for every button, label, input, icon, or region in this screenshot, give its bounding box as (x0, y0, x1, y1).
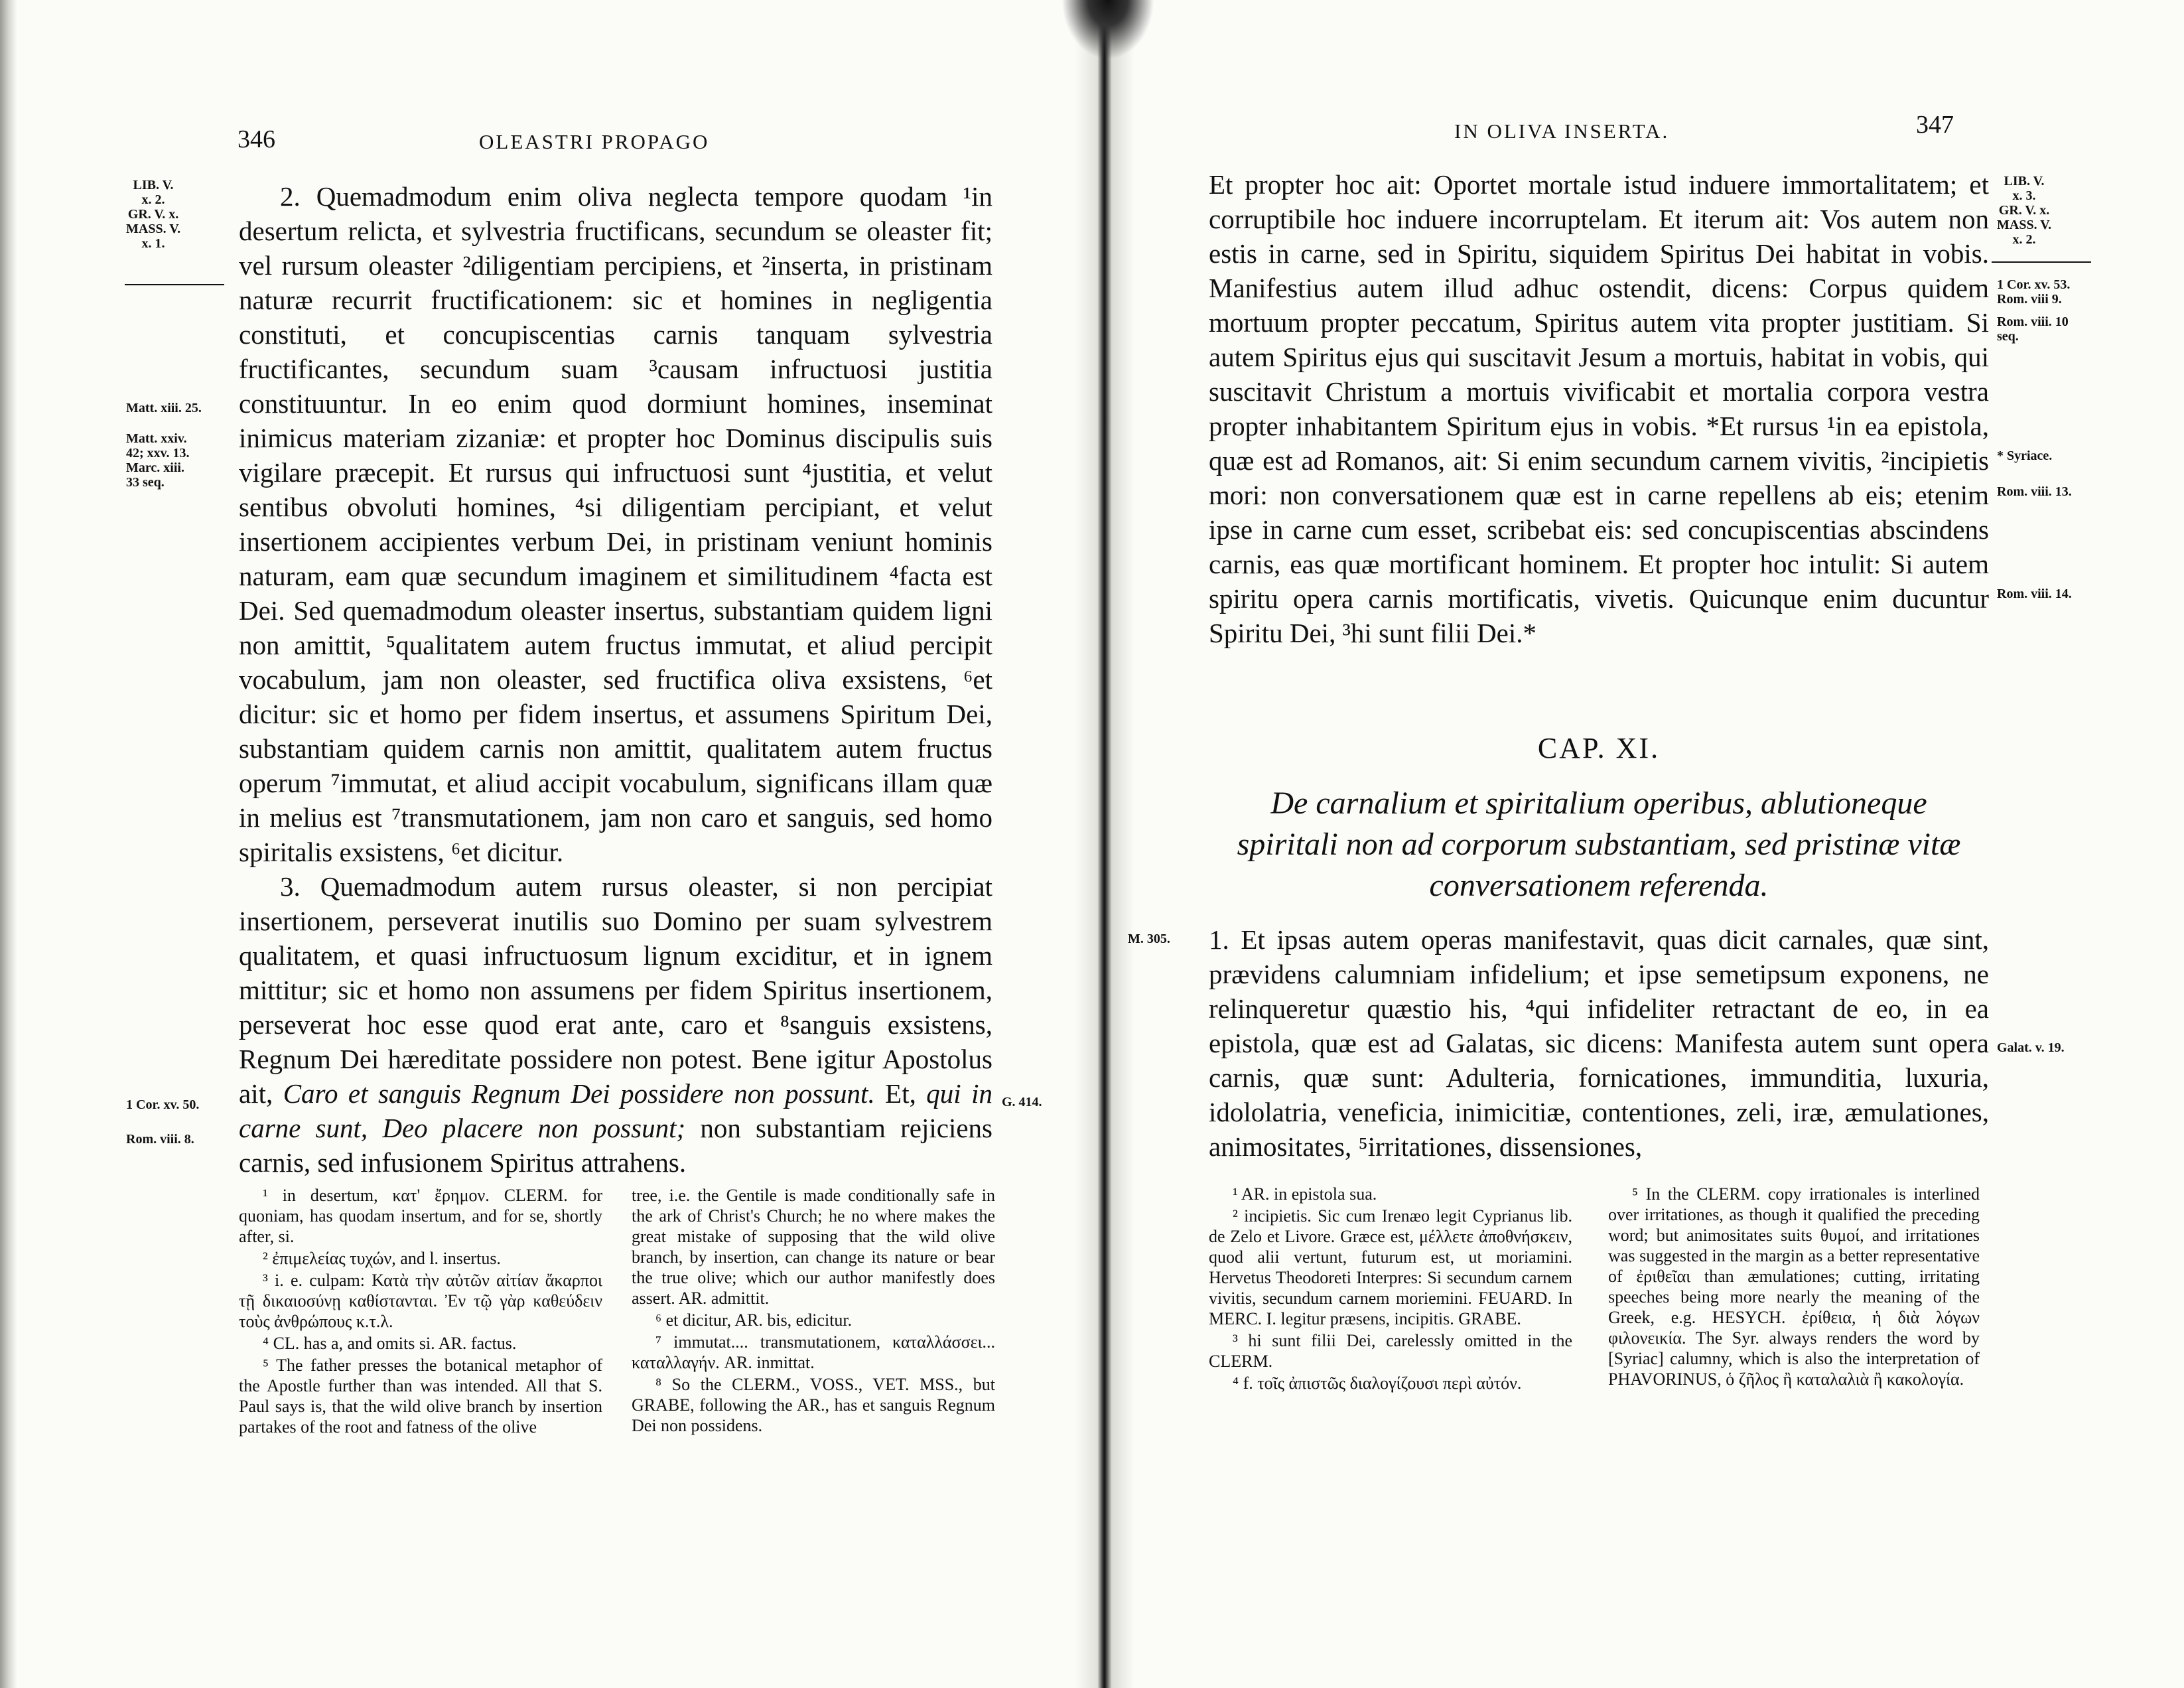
page-number: 347 (1916, 111, 1954, 139)
footnote: ⁶ et dicitur, AR. bis, edicitur. (655, 1310, 853, 1330)
footnote: ⁴ f. τοῖς ἀπιστῶς διαλογίζουσι περὶ αὐτόν. (1233, 1373, 1522, 1393)
sidenote-cor: 1 Cor. xv. 50. (126, 1097, 200, 1112)
footnote: ² ἐπιμελείας τυχών, and l. insertus. (263, 1249, 501, 1268)
sidenote-rom: Rom. viii. 8. (126, 1132, 194, 1147)
running-head: IN OLIVA INSERTA. (1454, 119, 1670, 143)
sidenote-matt-1: Matt. xiii. 25. (126, 401, 202, 415)
sidenote-cor-rom: 1 Cor. xv. 53. Rom. viii 9. (1997, 277, 2071, 307)
right-page (1128, 0, 2184, 1688)
footnote: ³ hi sunt filii Dei, carelessly omitted in the CLERM. (1209, 1331, 1572, 1371)
chapter-subtitle: De carnalium et spiritalium operibus, ablutioneque spiritali non ad corporum substantiam, sed pristinæ vitæ conversationem referenda. (1237, 786, 1961, 903)
right-body (1209, 922, 1989, 1164)
footnote: ⁵ The father presses the botanical metaphor of the Apostle further than was intended. All that S. Paul says is, that the wild olive branch by insertion partakes of the root and fatness of the olive (239, 1356, 602, 1437)
paragraph-3: 3. Quemadmodum autem rursus oleaster, si non percipiat insertionem, perseverat inutilis suo Domino per suam sylvestrem qualitatem, et quasi infructuosum lignum exciditur, et in ignem mittitur; sic et homo non assumens per fidem Spiritus insertionem, perseverat hoc esse quod erat ante, caro et ⁸sanguis exsistens, Regnum Dei hæreditate possidere non potest. Bene igitur Apostolus ait, Caro et sanguis Regnum Dei possidere non possunt. Et, qui in carne sunt, Deo placere non possunt; non substantiam rejiciens carnis, sed infusionem Spiritus attrahens. (239, 871, 993, 1178)
footnote: ⁸ So the CLERM., VOSS., VET. MSS., but GRABE, following the AR., has et sanguis Regnum Dei non possidens. (632, 1375, 995, 1435)
sidenote-galat: Galat. v. 19. (1997, 1040, 2065, 1055)
sidenote-lib: LIB. V. x. 2. GR. V. x. MASS. V. x. 1. (126, 178, 181, 251)
sidenote-g: G. 414. (1002, 1095, 1042, 1109)
book-gutter (1075, 0, 1134, 1688)
sidenote-syriace: * Syriace. (1997, 449, 2053, 463)
footnotes-right-col1 (1209, 1184, 1572, 1395)
sidenote-rule (125, 284, 224, 285)
sidenote-rule (1992, 261, 2091, 263)
sidenote-rom-13: Rom. viii. 13. (1997, 484, 2072, 499)
footnote: ¹ AR. in epistola sua. (1233, 1184, 1377, 1204)
footnote: ⁵ In the CLERM. copy irrationales is interlined over irritationes, as though it qualified the preceding word; but animositates suits θυμοί, and irritationes was suggested in the margin as a better representative of ἐριθεῖαι than æmulationes; cutting, irritating speeches being more nearly the meaning of the Greek, e.g. HESYCH. ἐρίθεια, ἡ διὰ λόγων φιλονεικία. The Syr. always renders the word by [Syriac] calumny, which is also the interpretation of PHAVORINUS, ὁ ζῆλος ἢ καταλαλιὰ ἢ κακολογία. (1608, 1184, 1980, 1389)
footnote: ⁷ immutat.... transmutationem, καταλλάσσει... καταλλαγήν. AR. inmittat. (632, 1332, 995, 1372)
sidenote-matt-2: Matt. xxiv. 42; xxv. 13. Marc. xiii. 33 seq. (126, 431, 190, 490)
sidenote-m305: M. 305. (1128, 932, 1170, 946)
sidenote-lib: LIB. V. x. 3. GR. V. x. MASS. V. x. 2. (1997, 174, 2052, 247)
left-body (239, 179, 992, 1180)
footnote: ² incipietis. Sic cum Irenæo legit Cyprianus lib. de Zelo et Livore. Græce est, μέλλετε ἀποθνήσκειν, quod alii vertunt, futurum est, ut moriamini. Hervetus Theodoreti Interpres: Si secundum carnem vivitis, secundum carnem moriemini. FEUARD. In MERC. I. legitur præsens, incipitis. GRABE. (1209, 1206, 1572, 1328)
right-top-text (1209, 167, 1989, 650)
footnotes-left-col2 (632, 1185, 995, 1437)
footnote: ³ i. e. culpam: Κατὰ τὴν αὐτῶν αἰτίαν ἄκαρποι τῇ δικαιοσύνῃ καθίστανται. Ἐν τῷ γὰρ καθεύδειν τοὺς ἀνθρώπους κ.τ.λ. (239, 1271, 602, 1331)
running-head: OLEASTRI PROPAGO (479, 130, 710, 153)
footnotes-right-col2 (1608, 1184, 1980, 1391)
sidenote-rom-10: Rom. viii. 10 seq. (1997, 315, 2069, 344)
left-page (0, 0, 1075, 1688)
footnotes-left-col1 (239, 1185, 602, 1439)
paragraph-2: 2. Quemadmodum enim oliva neglecta tempore quodam ¹in desertum relicta, et sylvestria fructificans, secundum se oleaster fit; vel rursum oleaster ²diligentiam percipiens, et ²inserta, in pristinam naturæ recurrit fructificationem: sic et homines in negligentia constituti, et concupiscentias carnis tanquam sylvestria fructificantes, secundum suam ³causam infructuosi justitia constituuntur. In eo enim quod dormiunt homines, inseminat inimicus materiam zizaniæ: et propter hoc Dominus discipulis suis vigilare præcepit. Et rursus qui infructuosi sunt ⁴justitia, et velut sentibus obvoluti homines, ⁴si diligentiam percipiant, et velut insertionem accipientes verbum Dei, in pristinam veniunt hominis naturam, eam quæ secundum imaginem et similitudinem ⁴facta est Dei. Sed quemadmodum oleaster insertus, substantiam quidem ligni non amittit, ⁵qualitatem autem fructus immutat, et aliud percipit vocabulum, jam non oleaster, sed fructifica oliva exsistens, ⁶et dicitur: sic et homo per fidem insertus, et assumens Spiritum Dei, substantiam quidem carnis non amittit, qualitatem autem fructus operum ⁷immutat, et aliud accipit vocabulum, significans illam quæ in melius est ⁷transmutationem, jam non caro et sanguis, sed homo spiritalis exsistens, ⁶et dicitur. (239, 181, 992, 867)
paragraph-continued: Et propter hoc ait: Oportet mortale istud induere immortalitatem; et corruptibile hoc induere incorruptelam. Et iterum ait: Vos autem non estis in carne, sed in Spiritu, siquidem Spiritus Dei habitat in vobis. Manifestius autem illud adhuc ostendit, dicens: Corpus quidem mortuum propter peccatum, Spiritus autem vita propter justitiam. Si autem Spiritus ejus qui suscitavit Jesum a mortuis, habitat in vobis, qui suscitavit Christum a mortuis vivificabit et mortalia corpora vestra propter inhabitantem Spiritum ejus in vobis. *Et rursus ¹in ea epistola, quæ est ad Romanos, ait: Si enim secundum carnem vivitis, ²incipietis mori: non conversationem quæ est in carne repellens ab eis; etenim ipse in carne cum esset, scribebat eis: sed concupiscentias abscindens carnis, eas quæ mortificant hominem. Et propter hoc intulit: Si autem spiritu opera carnis mortificatis, vivetis. Quicunque enim ducuntur Spiritu Dei, ³hi sunt filii Dei.* (1209, 169, 1989, 648)
paragraph-1: 1. Et ipsas autem operas manifestavit, quas dicit carnales, quæ sint, prævidens calumniam infidelium; et ipse semetipsum exponens, ne relinqueretur quæstio his, ⁴qui infideliter retractant de eo, in ea epistola, quæ est ad Galatas, sic dicens: Manifesta autem sunt opera carnis, quæ sunt: Adulteria, fornicationes, immunditia, luxuria, idololatria, veneficia, inimicitiæ, contentiones, zeli, iræ, æmulationes, animositates, ⁵irritationes, dissensiones, (1209, 924, 1989, 1162)
page-number: 346 (238, 125, 275, 153)
footnote: ⁴ CL. has a, and omits si. AR. factus. (263, 1334, 517, 1353)
sidenote-rom-14: Rom. viii. 14. (1997, 587, 2072, 601)
footnote: tree, i.e. the Gentile is made conditionally safe in the ark of Christ's Church; he no where makes the great mistake of supposing that the wild olive branch, by insertion, can change its nature or bear the true olive; which our author manifestly does assert. AR. admittit. (632, 1186, 995, 1308)
chapter-title: CAP. XI. (1537, 732, 1661, 764)
footnote: ¹ in desertum, κατ' ἔρημον. CLERM. for quoniam, has quodam insertum, and for se, shortly after, si. (239, 1186, 602, 1246)
